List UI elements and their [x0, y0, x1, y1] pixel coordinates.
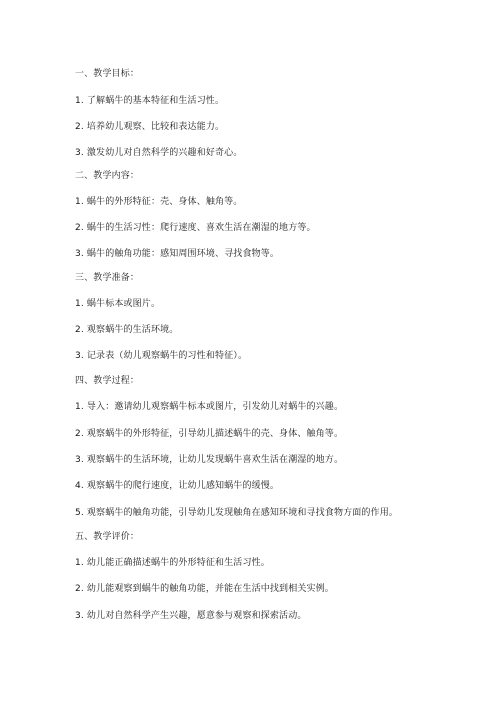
section-heading-evaluation: 五、教学评价：	[75, 532, 140, 542]
list-item: 3. 蜗牛的触角功能：感知周围环境、寻找食物等。	[75, 249, 280, 259]
list-item: 2. 蜗牛的生活习性：爬行速度、喜欢生活在潮湿的地方等。	[75, 223, 316, 233]
list-item: 3. 观察蜗牛的生活环境，让幼儿发现蜗牛喜欢生活在潮湿的地方。	[75, 455, 344, 465]
list-item: 1. 蜗牛的外形特征：壳、身体、触角等。	[75, 197, 243, 207]
section-heading-content: 二、教学内容：	[75, 171, 140, 181]
list-item: 5. 观察蜗牛的触角功能，引导幼儿发现触角在感知环境和寻找食物方面的作用。	[75, 508, 398, 518]
list-item: 2. 观察蜗牛的外形特征，引导幼儿描述蜗牛的壳、身体、触角等。	[75, 429, 344, 439]
list-item: 1. 蜗牛标本或图片。	[75, 299, 161, 309]
section-heading-process: 四、教学过程：	[75, 376, 140, 386]
list-item: 1. 幼儿能正确描述蜗牛的外形特征和生活习性。	[75, 558, 270, 568]
list-item: 3. 幼儿对自然科学产生兴趣，愿意参与观察和探索活动。	[75, 611, 307, 621]
list-item: 2. 培养幼儿观察、比较和表达能力。	[75, 122, 225, 132]
section-heading-goals: 一、教学目标：	[75, 69, 140, 79]
list-item: 1. 了解蜗牛的基本特征和生活习性。	[75, 96, 225, 106]
list-item: 3. 记录表（幼儿观察蜗牛的习性和特征）。	[75, 351, 248, 361]
section-heading-preparation: 三、教学准备：	[75, 273, 140, 283]
list-item: 2. 幼儿能观察到蜗牛的触角功能，并能在生活中找到相关实例。	[75, 584, 334, 594]
list-item: 1. 导入：邀请幼儿观察蜗牛标本或图片，引发幼儿对蜗牛的兴趣。	[75, 402, 344, 412]
list-item: 3. 激发幼儿对自然科学的兴趣和好奇心。	[75, 148, 243, 158]
list-item: 4. 观察蜗牛的爬行速度，让幼儿感知蜗牛的缓慢。	[75, 481, 280, 491]
list-item: 2. 观察蜗牛的生活环境。	[75, 325, 179, 335]
